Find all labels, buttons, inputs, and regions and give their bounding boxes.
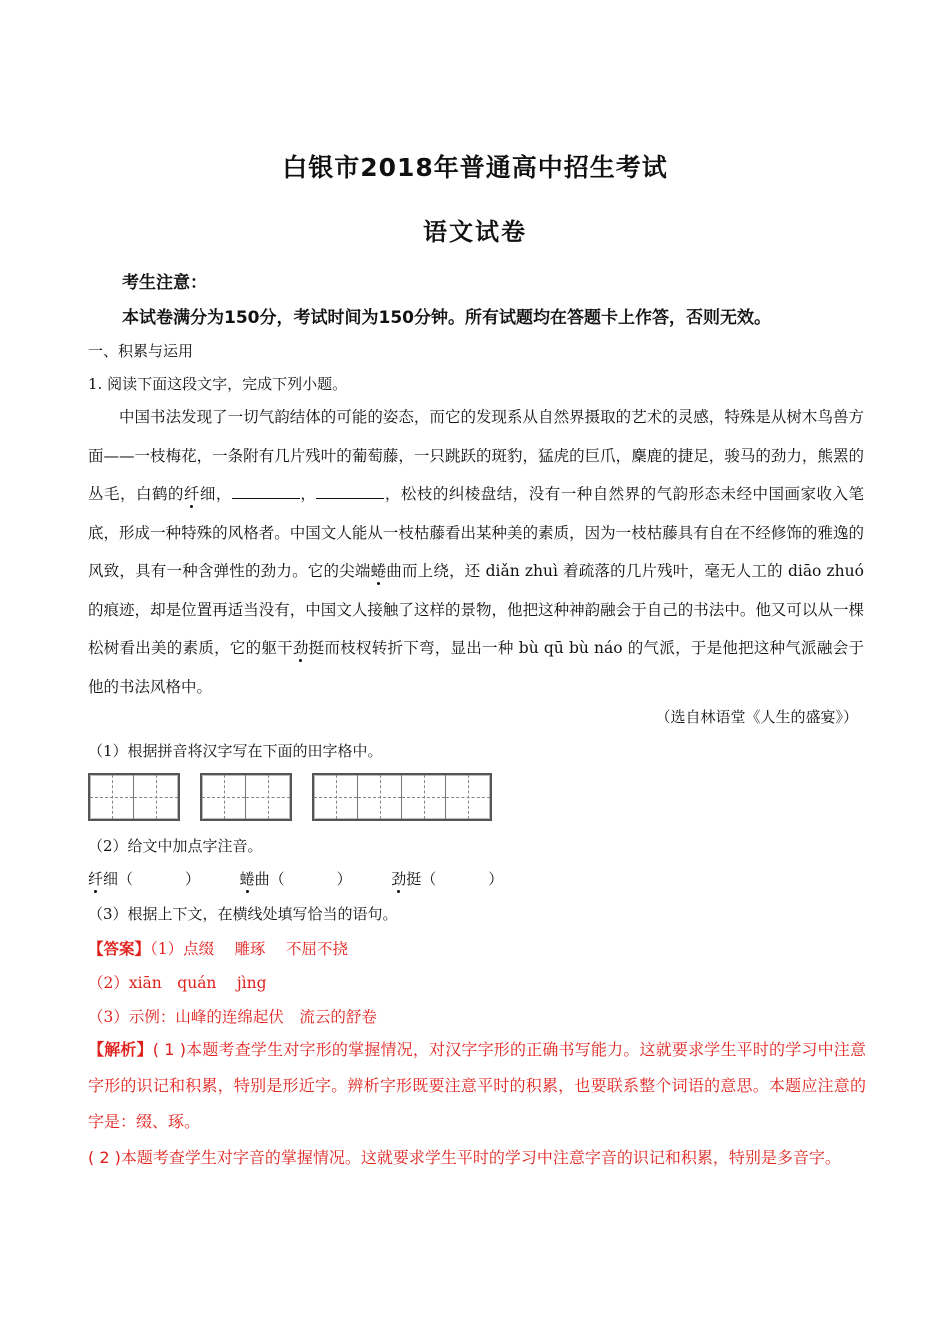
passage-segment: 曲而上绕，还 diǎn zhuì 着疏落的几片残叶，毫无人工的 diāo zhuó 的痕迹，却是位置再适当没有，中国文人接触了这样的景物，他把这种神韵融会于自己的书法中。他又可以从一棵松树看出美的素质，它的躯干 — [88, 562, 864, 657]
item-close: ） — [185, 870, 201, 888]
tianzige-cell — [90, 775, 134, 819]
passage-text — [88, 398, 864, 706]
notice-label: 考生注意： — [122, 273, 207, 293]
sub-question-1: （1）根据拼音将汉字写在下面的田字格中。 — [88, 742, 383, 760]
pinyin-items — [88, 868, 503, 889]
sub-question-3: （3）根据上下文，在横线处填写恰当的语句。 — [88, 905, 398, 923]
section-heading: 一、积累与运用 — [88, 342, 194, 360]
answer-line-3: （3）示例：山峰的连绵起伏 流云的舒卷 — [88, 1008, 377, 1026]
passage-source: （选自林语堂《人生的盛宴》） — [655, 708, 858, 726]
tianzige-cell — [246, 775, 290, 819]
fill-blank-1 — [232, 484, 300, 499]
answer-label: 【答案】 — [88, 939, 151, 958]
tianzige-cell — [134, 775, 178, 819]
item-text: 曲（ — [254, 870, 285, 888]
tianzige-box-3 — [312, 773, 492, 821]
analysis — [88, 1032, 866, 1176]
tianzige-cell — [202, 775, 246, 819]
dotted-char: 劲 — [391, 870, 407, 888]
dotted-char: 纤 — [183, 485, 200, 503]
tianzige-box-1 — [88, 773, 180, 821]
exam-subtitle: 语文试卷 — [423, 218, 527, 246]
answer-line-2: （2）xiān quán jìng — [88, 974, 267, 992]
item-close: ） — [336, 870, 352, 888]
dotted-char: 蜷 — [239, 870, 255, 888]
fill-blank-2 — [316, 484, 384, 499]
item-close: ） — [488, 870, 504, 888]
passage-segment: ，松枝的纠棱盘结，没有一种自然界的气韵形态未经中国画家收入笔底，形成一种特殊的风格者。中国文人能从一枝枯藤看出某种美的素质，因为一枝枯藤具有自在不经修饰的雅逸的风致，具有一种含弹性的劲力。它的尖端 — [88, 485, 864, 580]
exam-title: 白银市2018年普通高中招生考试 — [282, 153, 668, 182]
dotted-char: 蜷 — [370, 562, 387, 580]
passage — [88, 398, 864, 706]
tianzige-cell — [358, 775, 402, 819]
passage-segment: 挺而枝杈转折下弯，显出一种 bù qū bù náo 的气派，于是他把这种气派融会于他的书法风格中。 — [88, 639, 864, 696]
tianzige-box-2 — [200, 773, 292, 821]
dotted-char: 纤 — [88, 870, 104, 888]
analysis-paragraph-2: ( 2 )本题考查学生对字音的掌握情况。这就要求学生平时的学习中注意字音的识记和积累，特别是多音字。 — [88, 1148, 841, 1167]
sub-question-2: （2）给文中加点字注音。 — [88, 837, 263, 855]
item-text: 挺（ — [406, 870, 437, 888]
item-text: 细（ — [103, 870, 134, 888]
tianzige-cell — [446, 775, 490, 819]
tianzige-cell — [402, 775, 446, 819]
notice-text: 本试卷满分为150分，考试时间为150分钟。所有试题均在答题卡上作答，否则无效。 — [122, 308, 771, 328]
passage-segment: 细， — [199, 485, 232, 503]
answer-text: （1）点缀 雕琢 不屈不挠 — [150, 940, 348, 958]
dotted-char: 劲 — [292, 639, 309, 657]
analysis-paragraph-1 — [88, 1032, 866, 1140]
tianzige-cell — [314, 775, 358, 819]
answer-line-1 — [88, 937, 348, 959]
passage-segment: ， — [299, 485, 317, 503]
passage-segment: 中国书法发现了一切气韵结体的可能的姿态，而它的发现系从自然界摄取的艺术的灵感，特殊是从树木鸟兽方面——一枝梅花，一条附有几片残叶的葡萄藤，一只跳跃的斑豹，猛虎的巨爪，麇鹿的捷足，骏马的劲力，熊罴的丛毛，白鹤的 — [88, 408, 864, 503]
analysis-text: ( 1 )本题考查学生对字形的掌握情况，对汉字字形的正确书写能力。这就要求学生平时的学习中注意字形的识记和积累，特别是形近字。辨析字形既要注意平时的积累，也要联系整个词语的意思。本题应注意的字是：缀、琢。 — [88, 1040, 866, 1131]
analysis-label: 【解析】 — [88, 1040, 153, 1059]
question-prompt: 1. 阅读下面这段文字，完成下列小题。 — [88, 375, 348, 393]
